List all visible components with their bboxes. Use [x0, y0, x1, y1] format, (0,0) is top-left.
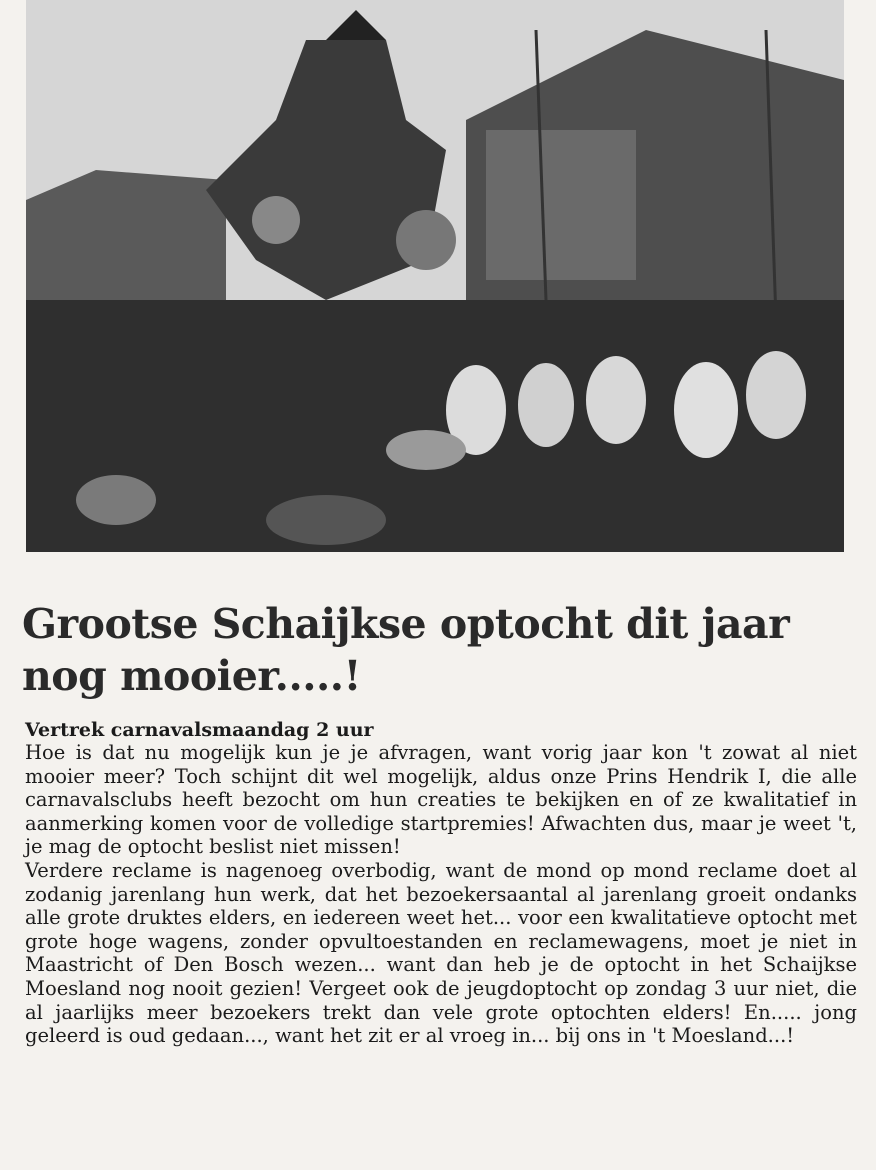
headline: Grootse Schaijkse optocht dit jaar nog mooier.....! [22, 600, 790, 700]
carnival-parade-photo-icon [26, 0, 844, 552]
subhead: Vertrek carnavalsmaandag 2 uur [25, 719, 374, 741]
carnival-parade-photo [26, 0, 844, 552]
paragraph: Verdere reclame is nagenoeg overbodig, want de mond op mond reclame doet al zodanig jarenlang hun werk, dat het bezoekersaantal al jarenlang groeit ondanks alle grote druktes elders, en iedereen weet het... voor een kwalitatieve optocht met grote hoge wagens, zonder opvultoestanden en reclamewagens, moet je niet in Maastricht of Den Bosch wezen... want dan heb je de optocht in het Schaijkse Moesland nog nooit gezien! Vergeet ook de jeugdoptocht op zondag 3 uur niet, die al jaarlijks meer bezoekers trekt dan vele grote optochten elders! En..... jong geleerd is oud gedaan..., want het zit er al vroeg in... bij ons in 't Moesland...! [25, 858, 857, 1048]
paragraph: Hoe is dat nu mogelijk kun je je afvragen, want vorig jaar kon 't zowat al niet mooier meer? Toch schijnt dit wel mogelijk, aldus onze Prins Hendrik I, die alle carnavalsclubs heeft bezocht om hun creaties te bekijken en of ze kwalitatief in aanmerking komen voor de volledige startpremies! Afwachten dus, maar je weet 't, je mag de optocht beslist niet missen! [25, 741, 857, 859]
article-body [25, 741, 857, 1048]
